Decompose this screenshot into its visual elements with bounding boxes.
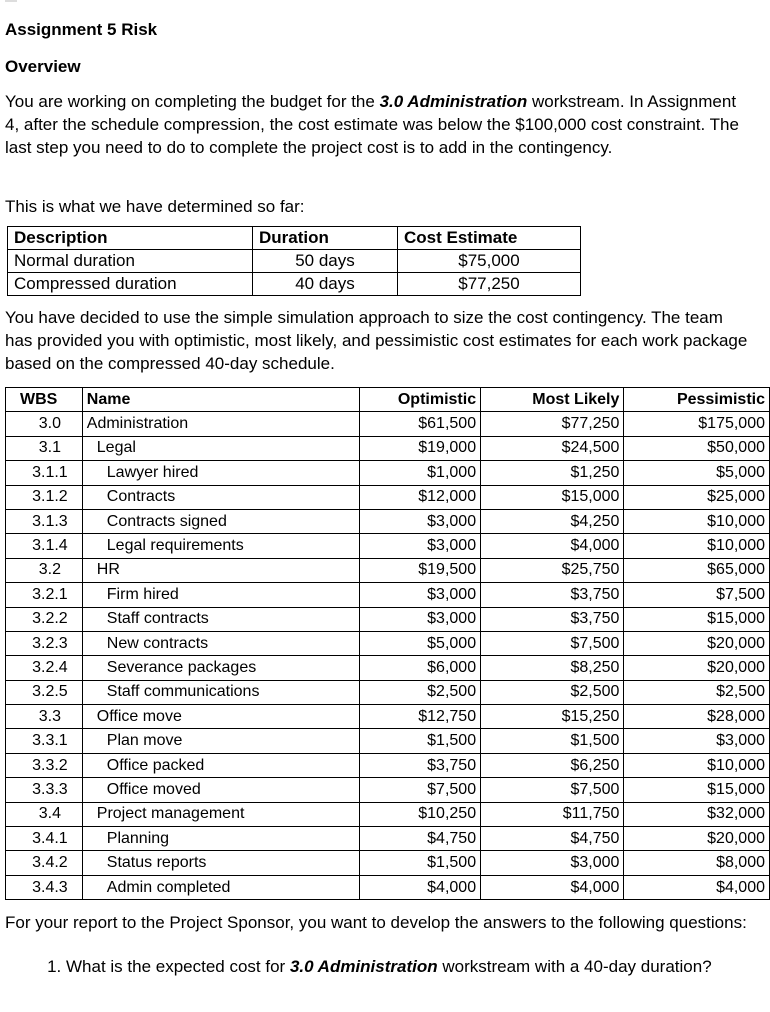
wbs-cell-pessimistic: $15,000	[624, 607, 770, 631]
wbs-cell-code: 3.1.4	[6, 534, 83, 558]
wbs-cell-pessimistic: $50,000	[624, 436, 770, 460]
wbs-cell-most-likely: $1,250	[481, 461, 624, 485]
wbs-name-text: Administration	[86, 415, 189, 433]
top-divider	[5, 0, 17, 2]
wbs-cell-pessimistic: $25,000	[624, 485, 770, 509]
wbs-cell-pessimistic: $10,000	[624, 534, 770, 558]
wbs-cell-code: 3.1.2	[6, 485, 83, 509]
wbs-row	[6, 680, 770, 704]
wbs-cell-name	[82, 827, 360, 851]
wbs-cell-code: 3.2.1	[6, 583, 83, 607]
wbs-cell-code: 3.4.2	[6, 851, 83, 875]
wbs-row	[6, 607, 770, 631]
wbs-cell-name	[82, 412, 360, 436]
wbs-cell-optimistic: $5,000	[360, 631, 481, 655]
wbs-cell-most-likely: $15,000	[481, 485, 624, 509]
wbs-row	[6, 461, 770, 485]
wbs-cell-most-likely: $8,250	[481, 656, 624, 680]
wbs-name-text: New contracts	[106, 634, 209, 652]
wbs-row	[6, 753, 770, 777]
wbs-cell-most-likely: $4,000	[481, 875, 624, 899]
report-paragraph: For your report to the Project Sponsor, you want to develop the answers to the following questions:	[5, 913, 747, 932]
wbs-cell-most-likely: $6,250	[481, 753, 624, 777]
question-bold-workstream: 3.0 Administration	[289, 957, 438, 976]
wbs-cell-pessimistic: $32,000	[624, 802, 770, 826]
wbs-row	[6, 851, 770, 875]
wbs-cell-most-likely: $25,750	[481, 558, 624, 582]
wbs-row	[6, 778, 770, 802]
wbs-cell-pessimistic: $3,000	[624, 729, 770, 753]
summary-header-row	[8, 227, 581, 250]
wbs-cell-most-likely: $3,750	[481, 583, 624, 607]
wbs-cell-most-likely: $77,250	[481, 412, 624, 436]
summary-cell-cost: $75,000	[398, 250, 581, 273]
wbs-header-name: Name	[82, 388, 360, 412]
wbs-row	[6, 583, 770, 607]
wbs-row	[6, 802, 770, 826]
wbs-cell-most-likely: $4,000	[481, 534, 624, 558]
wbs-row	[6, 436, 770, 460]
wbs-cell-code: 3.3.2	[6, 753, 83, 777]
wbs-cell-pessimistic: $2,500	[624, 680, 770, 704]
wbs-cell-pessimistic: $10,000	[624, 753, 770, 777]
wbs-cell-code: 3.4.1	[6, 827, 83, 851]
wbs-name-text: Severance packages	[106, 658, 257, 676]
intro-paragraph	[5, 90, 750, 159]
wbs-cell-most-likely: $11,750	[481, 802, 624, 826]
wbs-cell-most-likely: $4,750	[481, 827, 624, 851]
wbs-cell-optimistic: $12,000	[360, 485, 481, 509]
wbs-row	[6, 705, 770, 729]
wbs-header-row	[6, 388, 770, 412]
wbs-cell-code: 3.4.3	[6, 875, 83, 899]
wbs-header-optimistic: Optimistic	[360, 388, 481, 412]
wbs-cell-pessimistic: $4,000	[624, 875, 770, 899]
wbs-cell-name	[82, 875, 360, 899]
wbs-cell-pessimistic: $5,000	[624, 461, 770, 485]
wbs-cell-most-likely: $7,500	[481, 631, 624, 655]
wbs-table-body	[6, 412, 770, 900]
wbs-cell-code: 3.0	[6, 412, 83, 436]
wbs-name-text: Staff contracts	[106, 610, 209, 628]
wbs-cell-pessimistic: $65,000	[624, 558, 770, 582]
wbs-name-text: Firm hired	[106, 585, 179, 603]
questions-list	[38, 956, 756, 978]
wbs-name-text: Staff communications	[106, 683, 260, 701]
wbs-cell-most-likely: $3,000	[481, 851, 624, 875]
wbs-cell-code: 3.2.4	[6, 656, 83, 680]
wbs-row	[6, 875, 770, 899]
wbs-cell-name	[82, 485, 360, 509]
wbs-header-wbs: WBS	[6, 388, 83, 412]
wbs-name-text: Legal	[96, 439, 136, 457]
wbs-cell-code: 3.1	[6, 436, 83, 460]
wbs-cell-pessimistic: $175,000	[624, 412, 770, 436]
wbs-name-text: Contracts signed	[106, 512, 227, 530]
wbs-row	[6, 631, 770, 655]
wbs-cell-name	[82, 753, 360, 777]
question-item	[66, 956, 756, 978]
intro-text-start: You are working on completing the budget for the	[5, 92, 380, 111]
wbs-cell-optimistic: $4,000	[360, 875, 481, 899]
summary-cell-duration: 50 days	[253, 250, 398, 273]
wbs-cell-code: 3.1.1	[6, 461, 83, 485]
summary-header-description: Description	[8, 227, 253, 250]
wbs-name-text: Project management	[96, 805, 245, 823]
wbs-cell-optimistic: $19,500	[360, 558, 481, 582]
document-title: Assignment 5 Risk	[5, 20, 158, 39]
wbs-cell-optimistic: $3,000	[360, 509, 481, 533]
wbs-cell-most-likely: $3,750	[481, 607, 624, 631]
wbs-cell-code: 3.4	[6, 802, 83, 826]
wbs-header-most-likely: Most Likely	[481, 388, 624, 412]
wbs-cell-code: 3.3.3	[6, 778, 83, 802]
wbs-cell-name	[82, 705, 360, 729]
wbs-cell-most-likely: $2,500	[481, 680, 624, 704]
wbs-cell-pessimistic: $20,000	[624, 631, 770, 655]
wbs-cell-name	[82, 802, 360, 826]
wbs-cell-name	[82, 631, 360, 655]
wbs-row	[6, 509, 770, 533]
wbs-cell-optimistic: $1,500	[360, 729, 481, 753]
wbs-cell-name	[82, 656, 360, 680]
wbs-row	[6, 827, 770, 851]
wbs-cell-optimistic: $1,000	[360, 461, 481, 485]
wbs-cell-name	[82, 436, 360, 460]
wbs-name-text: Contracts	[106, 488, 176, 506]
question-text-end: workstream with a 40-day duration?	[437, 957, 712, 976]
wbs-cell-name	[82, 729, 360, 753]
wbs-cell-most-likely: $4,250	[481, 509, 624, 533]
wbs-row	[6, 656, 770, 680]
wbs-cell-name	[82, 778, 360, 802]
summary-cell-duration: 40 days	[253, 273, 398, 296]
wbs-cell-name	[82, 607, 360, 631]
summary-header-cost: Cost Estimate	[398, 227, 581, 250]
wbs-cell-pessimistic: $20,000	[624, 656, 770, 680]
summary-cell-cost: $77,250	[398, 273, 581, 296]
wbs-cell-name	[82, 509, 360, 533]
wbs-cell-optimistic: $7,500	[360, 778, 481, 802]
wbs-cell-optimistic: $3,000	[360, 607, 481, 631]
wbs-cell-optimistic: $6,000	[360, 656, 481, 680]
wbs-cell-code: 3.2.3	[6, 631, 83, 655]
summary-cell-description: Normal duration	[8, 250, 253, 273]
wbs-cell-optimistic: $10,250	[360, 802, 481, 826]
wbs-cell-pessimistic: $8,000	[624, 851, 770, 875]
wbs-cell-pessimistic: $20,000	[624, 827, 770, 851]
summary-header-duration: Duration	[253, 227, 398, 250]
wbs-cell-most-likely: $1,500	[481, 729, 624, 753]
wbs-row	[6, 485, 770, 509]
wbs-cell-most-likely: $15,250	[481, 705, 624, 729]
wbs-cell-optimistic: $61,500	[360, 412, 481, 436]
wbs-cell-optimistic: $4,750	[360, 827, 481, 851]
wbs-table	[5, 387, 770, 900]
wbs-name-text: Office move	[96, 707, 182, 725]
wbs-cell-optimistic: $2,500	[360, 680, 481, 704]
wbs-cell-pessimistic: $15,000	[624, 778, 770, 802]
wbs-name-text: Lawyer hired	[106, 463, 199, 481]
wbs-cell-code: 3.1.3	[6, 509, 83, 533]
wbs-cell-optimistic: $12,750	[360, 705, 481, 729]
summary-table	[7, 226, 581, 296]
wbs-header-pessimistic: Pessimistic	[624, 388, 770, 412]
wbs-cell-name	[82, 680, 360, 704]
wbs-name-text: HR	[96, 561, 120, 579]
wbs-cell-code: 3.3.1	[6, 729, 83, 753]
wbs-cell-code: 3.3	[6, 705, 83, 729]
wbs-cell-pessimistic: $28,000	[624, 705, 770, 729]
wbs-row	[6, 412, 770, 436]
wbs-cell-optimistic: $3,000	[360, 583, 481, 607]
wbs-name-text: Plan move	[106, 732, 183, 750]
wbs-row	[6, 558, 770, 582]
wbs-cell-pessimistic: $10,000	[624, 509, 770, 533]
wbs-cell-code: 3.2.2	[6, 607, 83, 631]
wbs-name-text: Office packed	[106, 756, 205, 774]
wbs-cell-most-likely: $24,500	[481, 436, 624, 460]
wbs-cell-pessimistic: $7,500	[624, 583, 770, 607]
wbs-cell-name	[82, 583, 360, 607]
wbs-name-text: Office moved	[106, 780, 201, 798]
wbs-cell-optimistic: $19,000	[360, 436, 481, 460]
question-text-start: What is the expected cost for	[66, 957, 290, 976]
overview-heading: Overview	[5, 57, 81, 76]
intro-bold-workstream: 3.0 Administration	[379, 92, 528, 111]
so-far-text: This is what we have determined so far:	[5, 197, 305, 216]
wbs-cell-name	[82, 534, 360, 558]
wbs-cell-name	[82, 558, 360, 582]
wbs-cell-most-likely: $7,500	[481, 778, 624, 802]
wbs-cell-optimistic: $3,000	[360, 534, 481, 558]
intro-text-end: workstream. In Assignment 4, after the schedule compression, the cost estimate was below the $100,000 cost constraint. The last step you need to do to complete the project cost is to add in the contingency.	[5, 92, 739, 157]
wbs-cell-optimistic: $3,750	[360, 753, 481, 777]
wbs-row	[6, 729, 770, 753]
wbs-cell-code: 3.2	[6, 558, 83, 582]
wbs-cell-name	[82, 461, 360, 485]
summary-cell-description: Compressed duration	[8, 273, 253, 296]
summary-row	[8, 273, 581, 296]
wbs-row	[6, 534, 770, 558]
wbs-cell-code: 3.2.5	[6, 680, 83, 704]
wbs-name-text: Status reports	[106, 854, 207, 872]
wbs-cell-name	[82, 851, 360, 875]
wbs-name-text: Planning	[106, 829, 170, 847]
simulation-paragraph: You have decided to use the simple simulation approach to size the cost contingency. The team has provided you with optimistic, most likely, and pessimistic cost estimates for each work package based on the compressed 40-day schedule.	[5, 308, 748, 373]
wbs-name-text: Legal requirements	[106, 537, 244, 555]
wbs-name-text: Admin completed	[106, 878, 231, 896]
summary-row	[8, 250, 581, 273]
wbs-cell-optimistic: $1,500	[360, 851, 481, 875]
